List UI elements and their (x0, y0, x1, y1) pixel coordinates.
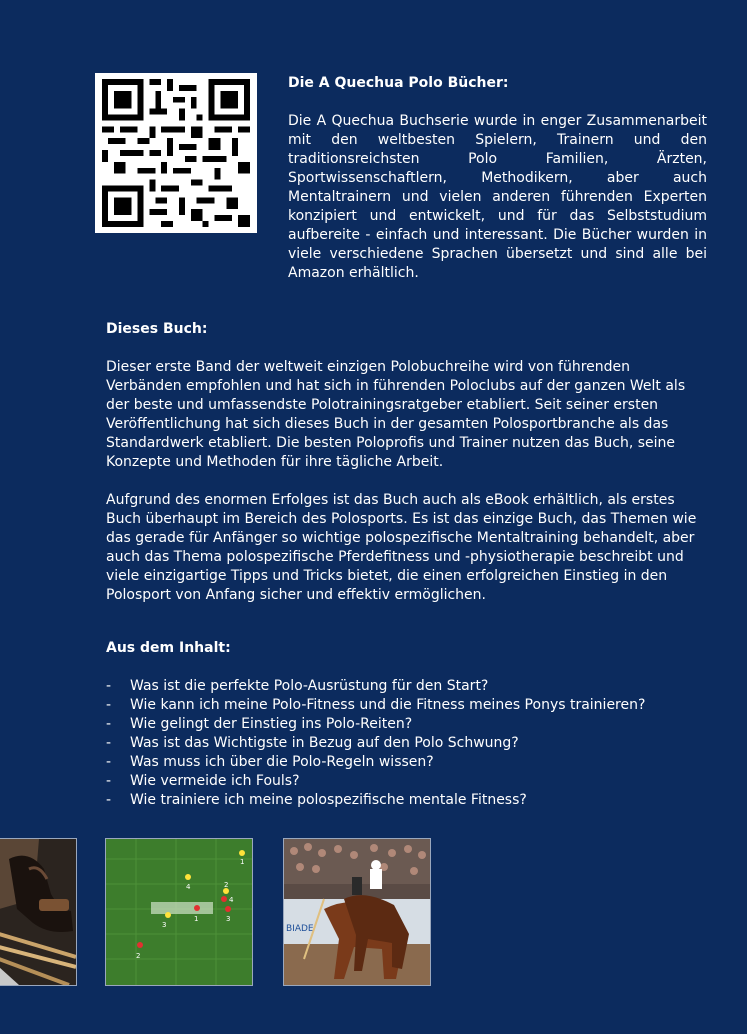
list-item-text: Was ist die perfekte Polo-Ausrüstung für den Start? (130, 678, 489, 694)
photo-polo-boots (0, 838, 77, 986)
intro-text: Die A Quechua Buchserie wurde in enger Zusammenarbeit mit den weltbesten Spielern, Trainern und den traditionsreichsten Polo Familien, Ärzten, Sportwissenschaftlern, Methodikern, aber auch Mentaltrainern und vielen anderen führenden Experten konzipiert und entwickelt, und für das Selbststudium aufbereite - einfach und interessant. Die Bücher wurden in viele verschiedene Sprachen übersetzt und sind alle bei Amazon erhältlich. (288, 113, 707, 281)
diagram-number: 2 (224, 881, 229, 889)
book-title: Dieses Buch: (106, 321, 208, 337)
list-item (106, 791, 706, 810)
bullet-dash: - (106, 716, 112, 732)
list-item (106, 677, 706, 696)
list-item (106, 715, 706, 734)
contents-title: Aus dem Inhalt: (106, 640, 231, 656)
diagram-number: 3 (226, 915, 231, 923)
book-section (106, 320, 706, 605)
banner-text: BIADE (286, 924, 314, 934)
list-item-text: Was ist das Wichtigste in Bezug auf den Polo Schwung? (130, 735, 519, 751)
diagram-number: 4 (186, 883, 191, 891)
list-item (106, 772, 706, 791)
list-item (106, 734, 706, 753)
diagram-number: 1 (240, 858, 245, 866)
intro-block (288, 74, 707, 283)
book-paragraph-1: Dieser erste Band der weltweit einzigen Polobuchreihe wird von führenden Verbänden empfohlen und hat sich in führenden Poloclubs auf der ganzen Welt als der beste und umfassendste Polotrainingsratgeber etabliert. Seit seiner ersten Veröffentlichung hat sich dieses Buch in der gesamten Polosportbranche als das Standardwerk etabliert. Die besten Poloprofis und Trainer nutzen das Buch, seine Konzepte und Methoden für ihre tägliche Arbeit. (106, 359, 686, 470)
list-item-text: Wie trainiere ich meine polospezifische mentale Fitness? (130, 792, 527, 808)
diagram-number: 2 (136, 952, 141, 960)
qr-code (95, 73, 257, 233)
contents-list (106, 677, 706, 810)
list-item (106, 696, 706, 715)
diagram-number: 1 (194, 915, 199, 923)
bullet-dash: - (106, 773, 112, 789)
book-paragraph-2: Aufgrund des enormen Erfolges ist das Buch auch als eBook erhältlich, als erstes Buch überhaupt im Bereich des Polosports. Es ist das einzige Buch, das Themen wie das gerade für Anfänger so wichtige polospezifische Mentaltraining behandelt, aber auch das Thema polospezifische Pferdefitness und -physiotherapie beschreibt und viele einzigartige Tipps und Tricks bietet, die einen erfolgreichen Einstieg in den Polosport von Anfang sicher und effektiv ermöglichen. (106, 492, 697, 603)
qr-code-icon (101, 79, 251, 227)
list-item-text: Wie vermeide ich Fouls? (130, 773, 300, 789)
bullet-dash: - (106, 754, 112, 770)
photo-field-diagram (105, 838, 253, 986)
list-item-text: Was muss ich über die Polo-Regeln wissen? (130, 754, 434, 770)
list-item-text: Wie gelingt der Einstieg ins Polo-Reiten? (130, 716, 413, 732)
bullet-dash: - (106, 792, 112, 808)
bullet-dash: - (106, 697, 112, 713)
diagram-number: 4 (229, 896, 234, 904)
photo-polo-match (283, 838, 431, 986)
diagram-number: 3 (162, 921, 167, 929)
contents-section (106, 639, 706, 810)
bullet-dash: - (106, 678, 112, 694)
intro-title: Die A Quechua Polo Bücher: (288, 75, 509, 91)
bullet-dash: - (106, 735, 112, 751)
list-item (106, 753, 706, 772)
list-item-text: Wie kann ich meine Polo-Fitness und die Fitness meines Ponys trainieren? (130, 697, 646, 713)
